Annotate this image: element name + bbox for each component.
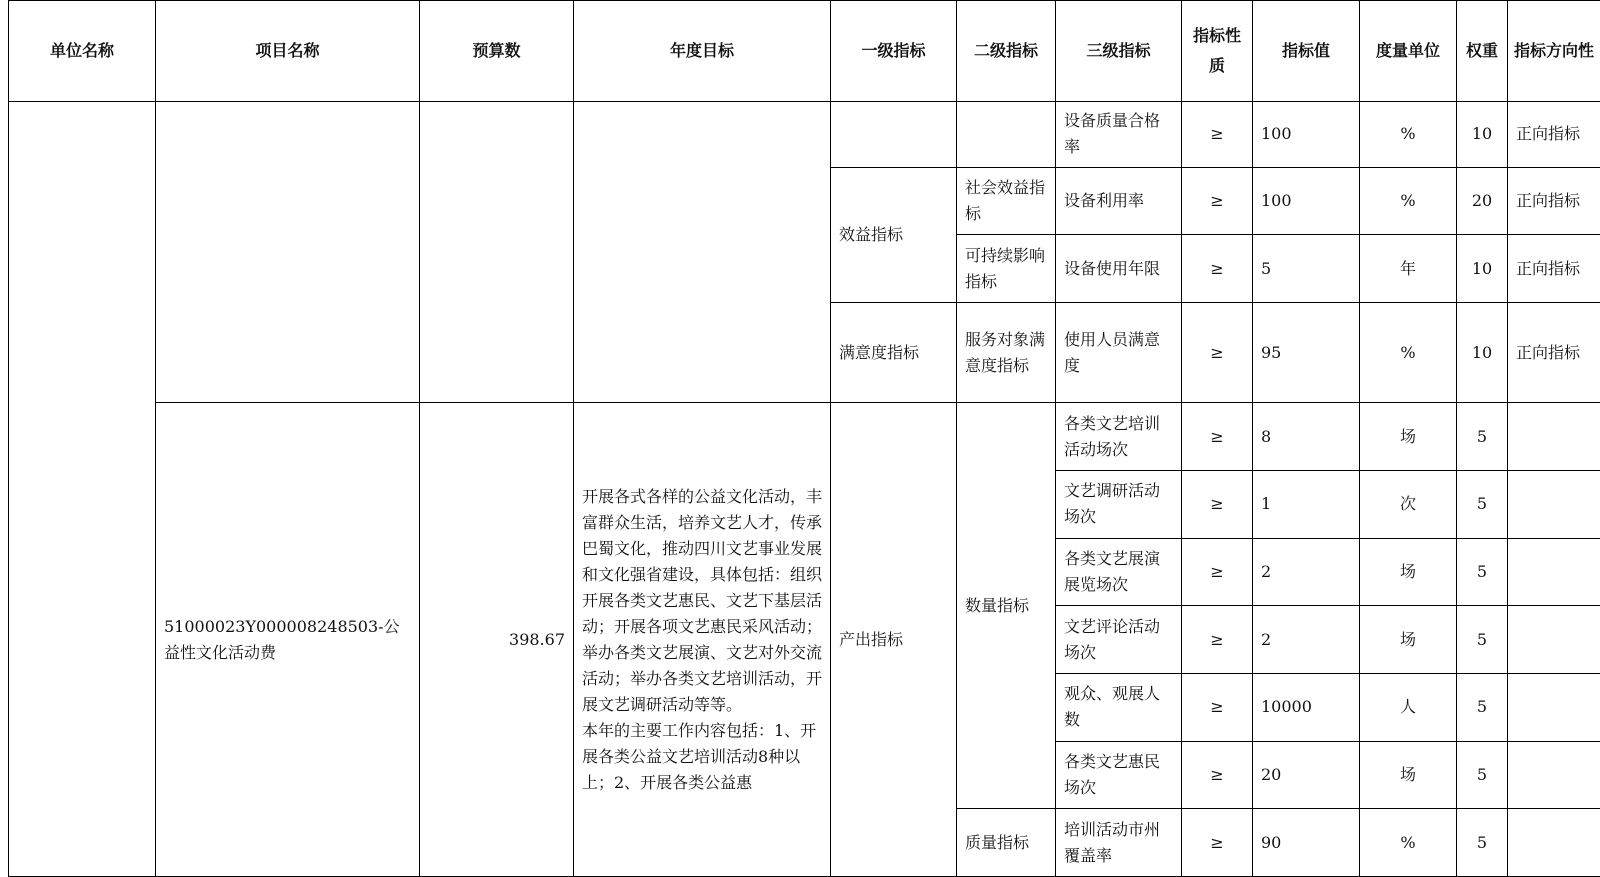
nature-cell: ≥ [1182, 167, 1253, 235]
project-name-cell: 51000023Y000008248503-公益性文化活动费 [156, 403, 420, 877]
header-annual-goal: 年度目标 [574, 1, 831, 102]
nature-cell: ≥ [1182, 538, 1253, 606]
nature-cell: ≥ [1182, 809, 1253, 877]
direction-cell [1508, 606, 1600, 674]
annual-goal-cell [574, 403, 831, 877]
header-level2-indicator: 二级指标 [957, 1, 1056, 102]
level1-cell: 产出指标 [831, 403, 957, 877]
value-cell: 10000 [1253, 673, 1360, 741]
level3-cell: 各类文艺惠民场次 [1056, 741, 1182, 809]
header-indicator-direction: 指标方向性 [1508, 1, 1600, 102]
level1-cell-empty [831, 102, 957, 168]
weight-cell: 20 [1457, 167, 1508, 235]
annual-goal-cell-empty [574, 102, 831, 403]
nature-cell: ≥ [1182, 302, 1253, 402]
level3-cell: 设备使用年限 [1056, 235, 1182, 303]
unit-cell: % [1360, 302, 1457, 402]
budget-cell-empty [420, 102, 574, 403]
level1-cell: 满意度指标 [831, 302, 957, 402]
level3-cell: 各类文艺展演展览场次 [1056, 538, 1182, 606]
nature-cell: ≥ [1182, 102, 1253, 168]
level3-cell: 各类文艺培训活动场次 [1056, 403, 1182, 471]
unit-cell: % [1360, 809, 1457, 877]
level2-cell: 社会效益指标 [957, 167, 1056, 235]
table-row [9, 403, 1600, 471]
level3-cell: 文艺评论活动场次 [1056, 606, 1182, 674]
value-cell: 8 [1253, 403, 1360, 471]
header-indicator-nature: 指标性质 [1182, 1, 1253, 102]
weight-cell: 5 [1457, 606, 1508, 674]
direction-cell [1508, 673, 1600, 741]
header-measure-unit: 度量单位 [1360, 1, 1457, 102]
level3-cell: 文艺调研活动场次 [1056, 471, 1182, 539]
direction-cell [1508, 403, 1600, 471]
nature-cell: ≥ [1182, 403, 1253, 471]
level2-cell: 可持续影响指标 [957, 235, 1056, 303]
nature-cell: ≥ [1182, 673, 1253, 741]
header-budget: 预算数 [420, 1, 574, 102]
unit-cell: 场 [1360, 403, 1457, 471]
level3-cell: 使用人员满意度 [1056, 302, 1182, 402]
header-row [9, 1, 1600, 102]
value-cell: 100 [1253, 102, 1360, 168]
table-row [9, 102, 1600, 168]
direction-cell [1508, 809, 1600, 877]
unit-cell: 场 [1360, 606, 1457, 674]
direction-cell: 正向指标 [1508, 102, 1600, 168]
nature-cell: ≥ [1182, 606, 1253, 674]
weight-cell: 5 [1457, 673, 1508, 741]
direction-cell [1508, 741, 1600, 809]
value-cell: 20 [1253, 741, 1360, 809]
value-cell: 100 [1253, 167, 1360, 235]
unit-cell: % [1360, 167, 1457, 235]
header-project-name: 项目名称 [156, 1, 420, 102]
nature-cell: ≥ [1182, 235, 1253, 303]
unit-cell: % [1360, 102, 1457, 168]
header-unit-name: 单位名称 [9, 1, 156, 102]
level1-cell: 效益指标 [831, 167, 957, 302]
header-indicator-value: 指标值 [1253, 1, 1360, 102]
weight-cell: 5 [1457, 741, 1508, 809]
header-level1-indicator: 一级指标 [831, 1, 957, 102]
direction-cell: 正向指标 [1508, 167, 1600, 235]
weight-cell: 5 [1457, 471, 1508, 539]
header-weight: 权重 [1457, 1, 1508, 102]
level2-cell: 质量指标 [957, 809, 1056, 877]
unit-cell: 年 [1360, 235, 1457, 303]
performance-indicator-table [8, 0, 1600, 877]
direction-cell [1508, 538, 1600, 606]
unit-cell: 次 [1360, 471, 1457, 539]
level3-cell: 培训活动市州覆盖率 [1056, 809, 1182, 877]
level3-cell: 设备质量合格率 [1056, 102, 1182, 168]
budget-cell: 398.67 [420, 403, 574, 877]
value-cell: 95 [1253, 302, 1360, 402]
level2-cell-empty [957, 102, 1056, 168]
value-cell: 1 [1253, 471, 1360, 539]
direction-cell: 正向指标 [1508, 302, 1600, 402]
unit-cell: 场 [1360, 538, 1457, 606]
unit-name-cell [9, 102, 156, 877]
nature-cell: ≥ [1182, 471, 1253, 539]
header-level3-indicator: 三级指标 [1056, 1, 1182, 102]
value-cell: 90 [1253, 809, 1360, 877]
value-cell: 2 [1253, 538, 1360, 606]
level2-cell: 数量指标 [957, 403, 1056, 809]
direction-cell [1508, 471, 1600, 539]
weight-cell: 10 [1457, 102, 1508, 168]
level3-cell: 观众、观展人数 [1056, 673, 1182, 741]
weight-cell: 5 [1457, 403, 1508, 471]
weight-cell: 10 [1457, 302, 1508, 402]
nature-cell: ≥ [1182, 741, 1253, 809]
annual-goal-paragraph: 开展各式各样的公益文化活动，丰富群众生活，培养文艺人才，传承巴蜀文化，推动四川文艺事业发展和文化强省建设，具体包括：组织开展各类文艺惠民、文艺下基层活动；开展各项文艺惠民采风活动；举办各类文艺展演、文艺对外交流活动；举办各类文艺培训活动，开展文艺调研活动等等。 [582, 486, 823, 714]
value-cell: 2 [1253, 606, 1360, 674]
weight-cell: 5 [1457, 538, 1508, 606]
annual-goal-paragraph: 本年的主要工作内容包括：1、开展各类公益文艺培训活动8种以上；2、开展各类公益惠 [582, 720, 817, 792]
weight-cell: 5 [1457, 809, 1508, 877]
weight-cell: 10 [1457, 235, 1508, 303]
unit-cell: 人 [1360, 673, 1457, 741]
unit-cell: 场 [1360, 741, 1457, 809]
level3-cell: 设备利用率 [1056, 167, 1182, 235]
value-cell: 5 [1253, 235, 1360, 303]
project-name-cell-empty [156, 102, 420, 403]
direction-cell: 正向指标 [1508, 235, 1600, 303]
level2-cell: 服务对象满意度指标 [957, 302, 1056, 402]
